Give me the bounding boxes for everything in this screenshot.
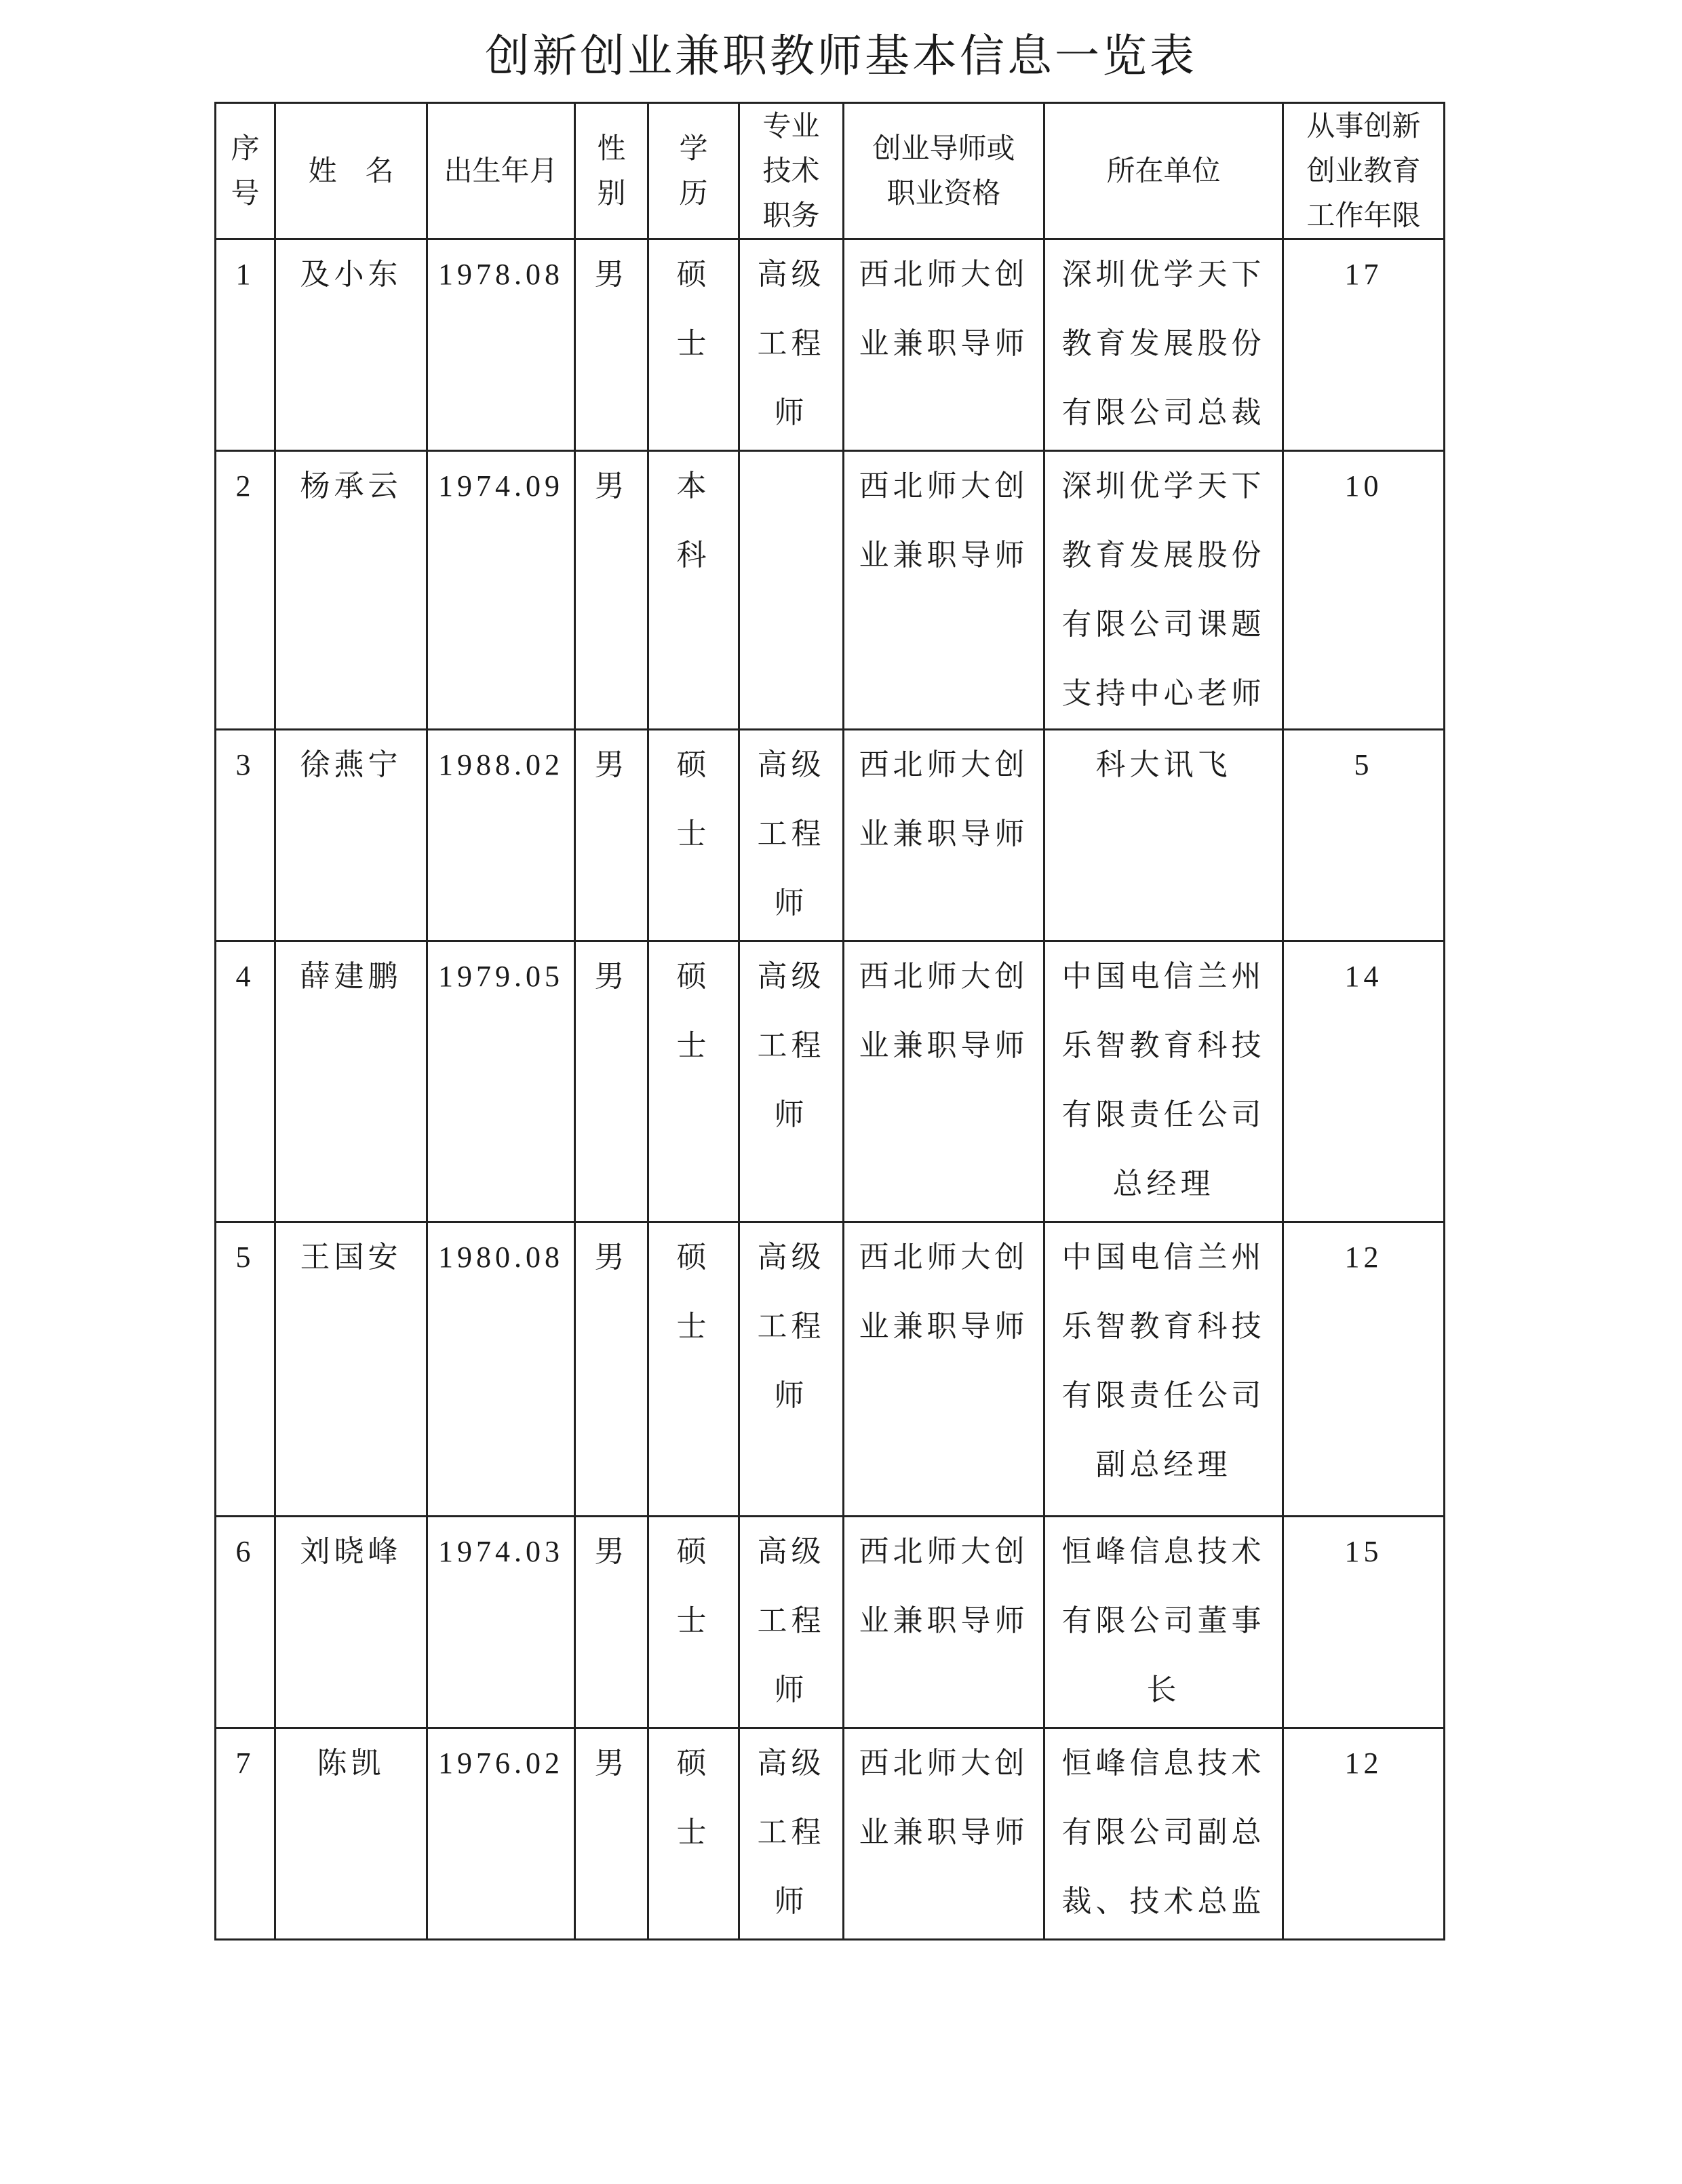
header-gender: 性 别	[575, 103, 648, 239]
cell-name: 刘晓峰	[275, 1517, 427, 1728]
cell-gender: 男	[575, 1728, 648, 1940]
table-row	[216, 239, 1445, 451]
cell-name: 徐燕宁	[275, 730, 427, 941]
cell-unit: 中国电信兰州 乐智教育科技 有限责任公司 副总经理	[1044, 1222, 1283, 1517]
header-unit: 所在单位	[1044, 103, 1283, 239]
cell-title-rank: 高级 工程 师	[739, 941, 844, 1222]
cell-name: 陈凯	[275, 1728, 427, 1940]
table-row	[216, 451, 1445, 730]
cell-birth: 1976.02	[427, 1728, 575, 1940]
cell-unit: 恒峰信息技术 有限公司副总 裁、技术总监	[1044, 1728, 1283, 1940]
cell-years: 10	[1283, 451, 1445, 730]
cell-title-rank: 高级 工程 师	[739, 1728, 844, 1940]
cell-years: 12	[1283, 1222, 1445, 1517]
table-row	[216, 941, 1445, 1222]
cell-years: 14	[1283, 941, 1445, 1222]
table-row	[216, 1517, 1445, 1728]
header-education: 学 历	[648, 103, 739, 239]
page-title: 创新创业兼职教师基本信息一览表	[485, 30, 1197, 82]
cell-education: 本 科	[648, 451, 739, 730]
table-row	[216, 1728, 1445, 1940]
cell-index: 1	[216, 239, 275, 451]
cell-gender: 男	[575, 1517, 648, 1728]
header-name: 姓 名	[275, 103, 427, 239]
cell-index: 6	[216, 1517, 275, 1728]
cell-unit: 科大讯飞	[1044, 730, 1283, 941]
cell-mentor: 西北师大创 业兼职导师	[844, 941, 1044, 1222]
cell-gender: 男	[575, 941, 648, 1222]
cell-index: 5	[216, 1222, 275, 1517]
cell-unit: 深圳优学天下 教育发展股份 有限公司课题 支持中心老师	[1044, 451, 1283, 730]
cell-birth: 1974.09	[427, 451, 575, 730]
cell-index: 2	[216, 451, 275, 730]
cell-title-rank: 高级 工程 师	[739, 1222, 844, 1517]
cell-education: 硕 士	[648, 941, 739, 1222]
cell-mentor: 西北师大创 业兼职导师	[844, 451, 1044, 730]
cell-unit: 深圳优学天下 教育发展股份 有限公司总裁	[1044, 239, 1283, 451]
cell-years: 5	[1283, 730, 1445, 941]
header-title-rank: 专业 技术 职务	[739, 103, 844, 239]
cell-years: 12	[1283, 1728, 1445, 1940]
cell-gender: 男	[575, 451, 648, 730]
cell-education: 硕 士	[648, 1728, 739, 1940]
header-index: 序 号	[216, 103, 275, 239]
cell-mentor: 西北师大创 业兼职导师	[844, 1517, 1044, 1728]
cell-title-rank: 高级 工程 师	[739, 730, 844, 941]
cell-gender: 男	[575, 1222, 648, 1517]
cell-gender: 男	[575, 239, 648, 451]
cell-mentor: 西北师大创 业兼职导师	[844, 730, 1044, 941]
cell-education: 硕 士	[648, 239, 739, 451]
cell-years: 15	[1283, 1517, 1445, 1728]
cell-title-rank	[739, 451, 844, 730]
cell-mentor: 西北师大创 业兼职导师	[844, 1728, 1044, 1940]
cell-index: 7	[216, 1728, 275, 1940]
cell-name: 及小东	[275, 239, 427, 451]
cell-unit: 中国电信兰州 乐智教育科技 有限责任公司 总经理	[1044, 941, 1283, 1222]
cell-birth: 1979.05	[427, 941, 575, 1222]
cell-index: 3	[216, 730, 275, 941]
cell-mentor: 西北师大创 业兼职导师	[844, 1222, 1044, 1517]
teacher-info-table	[214, 102, 1445, 1941]
table-row	[216, 730, 1445, 941]
cell-education: 硕 士	[648, 1222, 739, 1517]
cell-birth: 1980.08	[427, 1222, 575, 1517]
cell-gender: 男	[575, 730, 648, 941]
cell-name: 杨承云	[275, 451, 427, 730]
header-row	[216, 103, 1445, 239]
cell-birth: 1974.03	[427, 1517, 575, 1728]
cell-birth: 1978.08	[427, 239, 575, 451]
cell-title-rank: 高级 工程 师	[739, 1517, 844, 1728]
cell-title-rank: 高级 工程 师	[739, 239, 844, 451]
table-row	[216, 1222, 1445, 1517]
cell-name: 薛建鹏	[275, 941, 427, 1222]
header-mentor: 创业导师或 职业资格	[844, 103, 1044, 239]
cell-years: 17	[1283, 239, 1445, 451]
cell-index: 4	[216, 941, 275, 1222]
cell-unit: 恒峰信息技术 有限公司董事 长	[1044, 1517, 1283, 1728]
cell-name: 王国安	[275, 1222, 427, 1517]
header-years: 从事创新 创业教育 工作年限	[1283, 103, 1445, 239]
cell-education: 硕 士	[648, 1517, 739, 1728]
cell-birth: 1988.02	[427, 730, 575, 941]
header-birth: 出生年月	[427, 103, 575, 239]
cell-education: 硕 士	[648, 730, 739, 941]
cell-mentor: 西北师大创 业兼职导师	[844, 239, 1044, 451]
